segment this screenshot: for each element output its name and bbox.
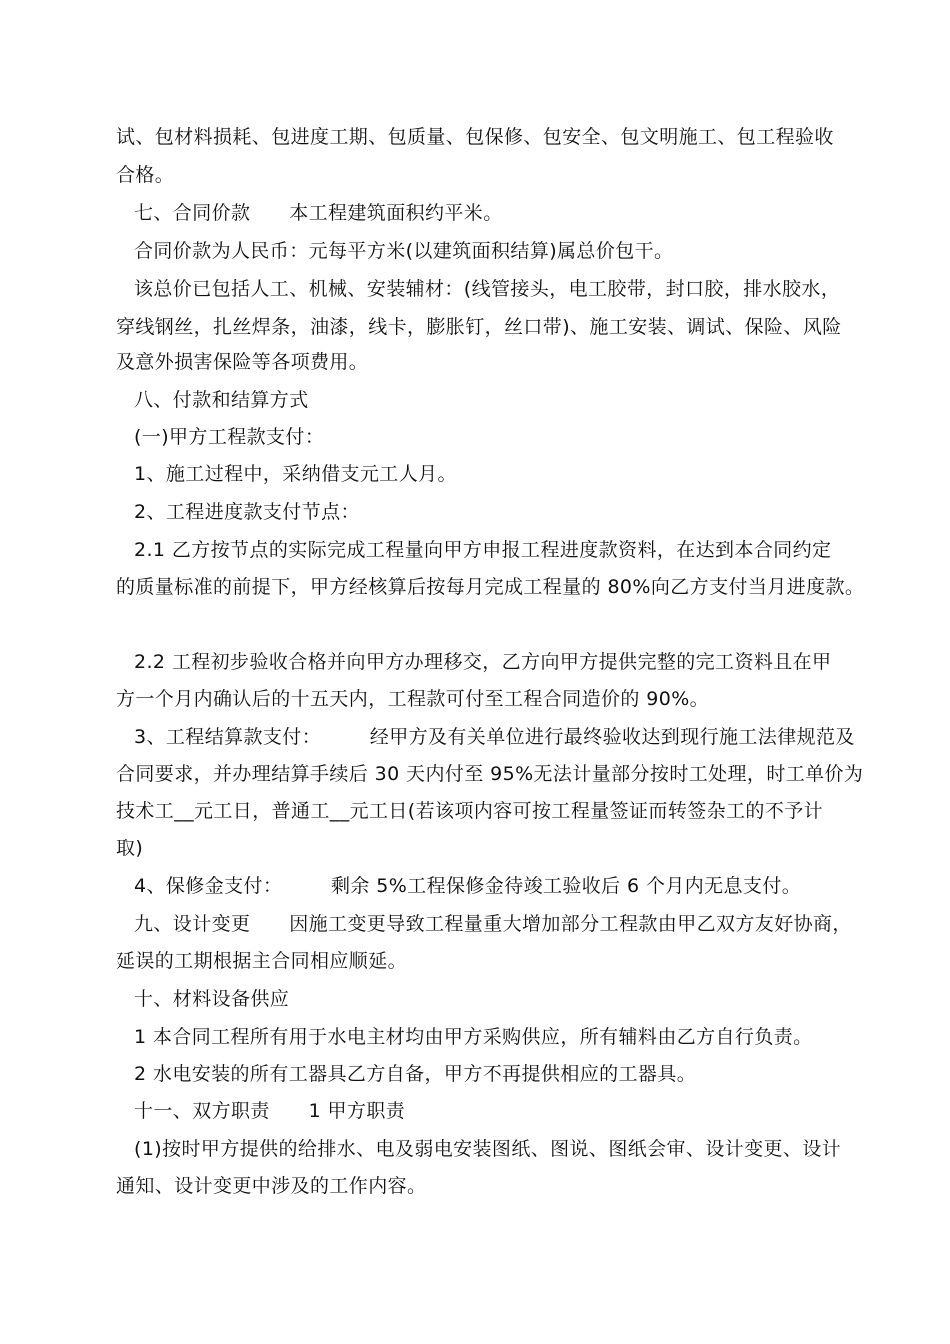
text-line: 3、工程结算款支付： 经甲方及有关单位进行最终验收达到现行施工法律规范及 bbox=[134, 726, 855, 748]
section-heading-11: 十一、双方职责 1 甲方职责 bbox=[134, 1100, 406, 1122]
section-heading-9: 九、设计变更 因施工变更导致工程量重大增加部分工程款由甲乙双方友好协商， bbox=[134, 913, 852, 935]
text-line: 技术工__元工日，普通工__元工日(若该项内容可按工程量签证而转签杂工的不予计 bbox=[116, 800, 824, 822]
text-line: 试、包材料损耗、包进度工期、包质量、包保修、包安全、包文明施工、包工程验收 bbox=[116, 126, 834, 148]
text-line: 1 本合同工程所有用于水电主材均由甲方采购供应，所有辅料由乙方自行负责。 bbox=[134, 1026, 813, 1048]
section-heading-10: 十、材料设备供应 bbox=[134, 988, 290, 1010]
text-line: 2.1 乙方按节点的实际完成工程量向甲方申报工程进度款资料，在达到本合同约定 bbox=[134, 539, 832, 561]
text-line: 通知、设计变更中涉及的工作内容。 bbox=[116, 1175, 427, 1197]
text-line: 方一个月内确认后的十五天内，工程款可付至工程合同造价的 90%。 bbox=[116, 688, 710, 710]
text-line: (1)按时甲方提供的给排水、电及弱电安装图纸、图说、图纸会审、设计变更、设计 bbox=[134, 1138, 842, 1160]
text-line: 合同价款为人民币：元每平方米(以建筑面积结算)属总价包干。 bbox=[134, 240, 674, 262]
text-line: 取) bbox=[116, 837, 144, 859]
text-line: 合同要求，并办理结算手续后 30 天内付至 95%无法计量部分按时工处理，时工单价为 bbox=[116, 763, 864, 785]
text-line: 1、施工过程中，采纳借支元工人月。 bbox=[134, 463, 457, 485]
text-line: 穿线钢丝，扎丝焊条，油漆，线卡，膨胀钉，丝口带)、施工安装、调试、保险、风险 bbox=[116, 316, 842, 338]
text-line: 合格。 bbox=[116, 164, 175, 186]
text-line: 延误的工期根据主合同相应顺延。 bbox=[116, 950, 408, 972]
text-line: (一)甲方工程款支付： bbox=[134, 426, 325, 448]
text-line: 4、保修金支付： 剩余 5%工程保修金待竣工验收后 6 个月内无息支付。 bbox=[134, 875, 802, 897]
section-heading-7: 七、合同价款 本工程建筑面积约平米。 bbox=[134, 202, 503, 224]
text-line: 该总价已包括人工、机械、安装辅材：(线管接头，电工胶带，封口胶，排水胶水， bbox=[134, 278, 841, 300]
text-line: 的质量标准的前提下，甲方经核算后按每月完成工程量的 80%向乙方支付当月进度款。 bbox=[116, 576, 865, 598]
text-line: 2 水电安装的所有工器具乙方自备，甲方不再提供相应的工器具。 bbox=[134, 1063, 697, 1085]
section-heading-8: 八、付款和结算方式 bbox=[134, 389, 309, 411]
text-line: 2.2 工程初步验收合格并向甲方办理移交，乙方向甲方提供完整的完工资料且在甲 bbox=[134, 651, 832, 673]
text-line: 2、工程进度款支付节点： bbox=[134, 501, 360, 523]
text-line: 及意外损害保险等各项费用。 bbox=[116, 351, 369, 373]
